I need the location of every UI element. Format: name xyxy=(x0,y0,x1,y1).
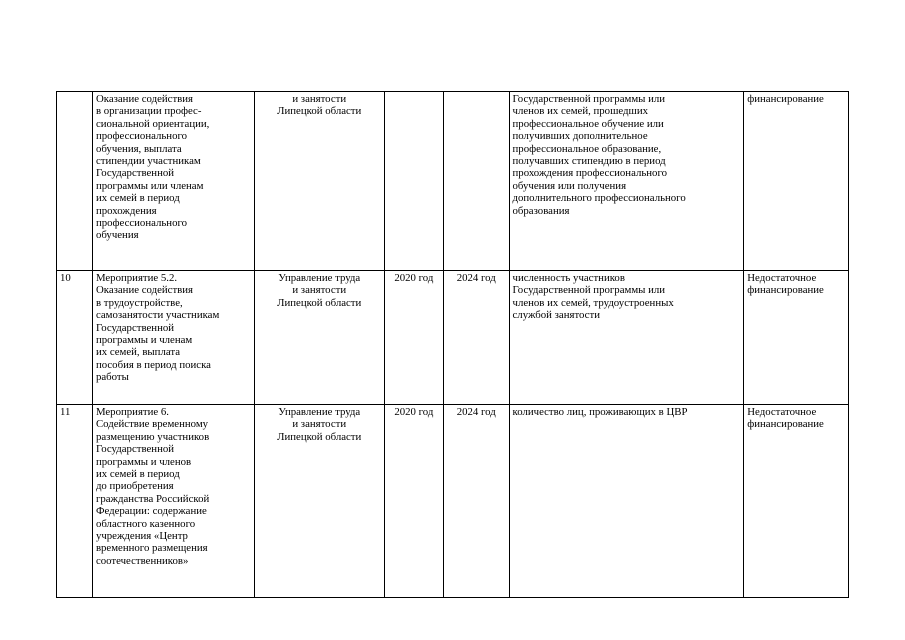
text-line: и занятости xyxy=(292,93,347,105)
cell-number: 11 xyxy=(57,405,93,598)
text-line: Оказание содействия xyxy=(95,93,194,105)
cell-start-year: 2020 год xyxy=(384,271,443,405)
text-line: количество лиц, проживающих в ЦВР xyxy=(512,406,688,418)
text-line: их семей в период xyxy=(95,192,180,205)
text-line: в организации профес- xyxy=(95,105,202,118)
text-line: гражданства Российской xyxy=(95,492,210,505)
table-row xyxy=(57,271,849,405)
text-line: программы или членам xyxy=(95,179,204,192)
text-line: Государственной xyxy=(95,321,175,334)
text-line: членов их семей, прошедших xyxy=(512,105,649,118)
cell-end-year: 2024 год xyxy=(443,271,509,405)
text-line: областного казенного xyxy=(95,517,196,530)
text-line: программы и членов xyxy=(95,455,192,468)
text-line: Недостаточное xyxy=(747,406,817,418)
text-line: стипендии участникам xyxy=(95,155,201,168)
text-line: прохождения xyxy=(95,204,157,217)
text-line: программы и членам xyxy=(95,334,193,347)
text-line: Государственной xyxy=(95,443,175,456)
cell-end-year: 2024 год xyxy=(443,405,509,598)
text-line: Федерации: содержание xyxy=(95,505,207,518)
text-line: и занятости xyxy=(292,418,347,431)
text-line: временного размещения xyxy=(95,542,208,555)
text-line: Содействие временному xyxy=(95,418,209,431)
text-line: обучения xyxy=(95,229,139,242)
cell-risk xyxy=(744,405,849,598)
text-line: Липецкой области xyxy=(277,430,362,443)
cell-number xyxy=(57,92,93,271)
text-line: в трудоустройстве, xyxy=(95,296,183,309)
text-line: численность участников xyxy=(512,272,625,284)
text-line: профессионального xyxy=(95,217,188,230)
text-line: их семей в период xyxy=(95,468,180,481)
table-row xyxy=(57,92,849,271)
cell-indicator xyxy=(509,92,744,271)
text-line: финансирование xyxy=(747,418,824,431)
text-line: учреждения «Центр xyxy=(95,530,188,543)
text-line: образования xyxy=(512,204,570,217)
text-line: Государственной программы или xyxy=(512,284,666,297)
cell-number: 10 xyxy=(57,271,93,405)
text-line: профессиональное образование, xyxy=(512,142,662,155)
text-line: финансирование xyxy=(747,93,824,105)
cell-start-year xyxy=(384,92,443,271)
text-line: и занятости xyxy=(292,284,347,297)
cell-risk xyxy=(744,271,849,405)
text-line: Управление труда xyxy=(278,272,361,284)
text-line: Управление труда xyxy=(278,406,361,418)
text-line: сиональной ориентации, xyxy=(95,117,210,130)
text-line: получавших стипендию в период xyxy=(512,155,666,168)
cell-responsible xyxy=(254,92,384,271)
text-line: Государственной xyxy=(95,167,175,180)
text-line: работы xyxy=(95,371,129,384)
text-line: пособия в период поиска xyxy=(95,358,211,371)
text-line: размещению участников xyxy=(95,430,210,443)
table-row xyxy=(57,405,849,598)
text-line: профессионального xyxy=(95,130,188,143)
cell-indicator xyxy=(509,271,744,405)
program-measures-table xyxy=(56,91,849,598)
cell-measure-name xyxy=(92,405,254,598)
text-line: прохождения профессионального xyxy=(512,167,668,180)
text-line: членов их семей, трудоустроенных xyxy=(512,296,674,309)
text-line: службой занятости xyxy=(512,309,600,322)
text-line: Оказание содействия xyxy=(95,284,194,297)
text-line: до приобретения xyxy=(95,480,174,493)
text-line: Мероприятие 6. xyxy=(95,406,169,418)
cell-end-year xyxy=(443,92,509,271)
text-line: Мероприятие 5.2. xyxy=(95,272,178,284)
text-line: самозанятости участникам xyxy=(95,309,220,322)
text-line: дополнительного профессионального xyxy=(512,192,686,205)
text-line: соотечественников» xyxy=(95,554,189,567)
text-line: их семей, выплата xyxy=(95,346,181,359)
text-line: профессиональное обучение или xyxy=(512,117,664,130)
text-line: Недостаточное xyxy=(747,272,817,284)
text-line: Липецкой области xyxy=(277,105,362,118)
text-line: Липецкой области xyxy=(277,296,362,309)
cell-risk xyxy=(744,92,849,271)
cell-indicator xyxy=(509,405,744,598)
text-line: финансирование xyxy=(747,284,824,297)
cell-responsible xyxy=(254,271,384,405)
cell-measure-name xyxy=(92,271,254,405)
cell-responsible xyxy=(254,405,384,598)
text-line: обучения, выплата xyxy=(95,142,182,155)
text-line: Государственной программы или xyxy=(512,93,666,105)
text-line: получивших дополнительное xyxy=(512,130,648,143)
text-line: обучения или получения xyxy=(512,179,627,192)
cell-measure-name xyxy=(92,92,254,271)
cell-start-year: 2020 год xyxy=(384,405,443,598)
